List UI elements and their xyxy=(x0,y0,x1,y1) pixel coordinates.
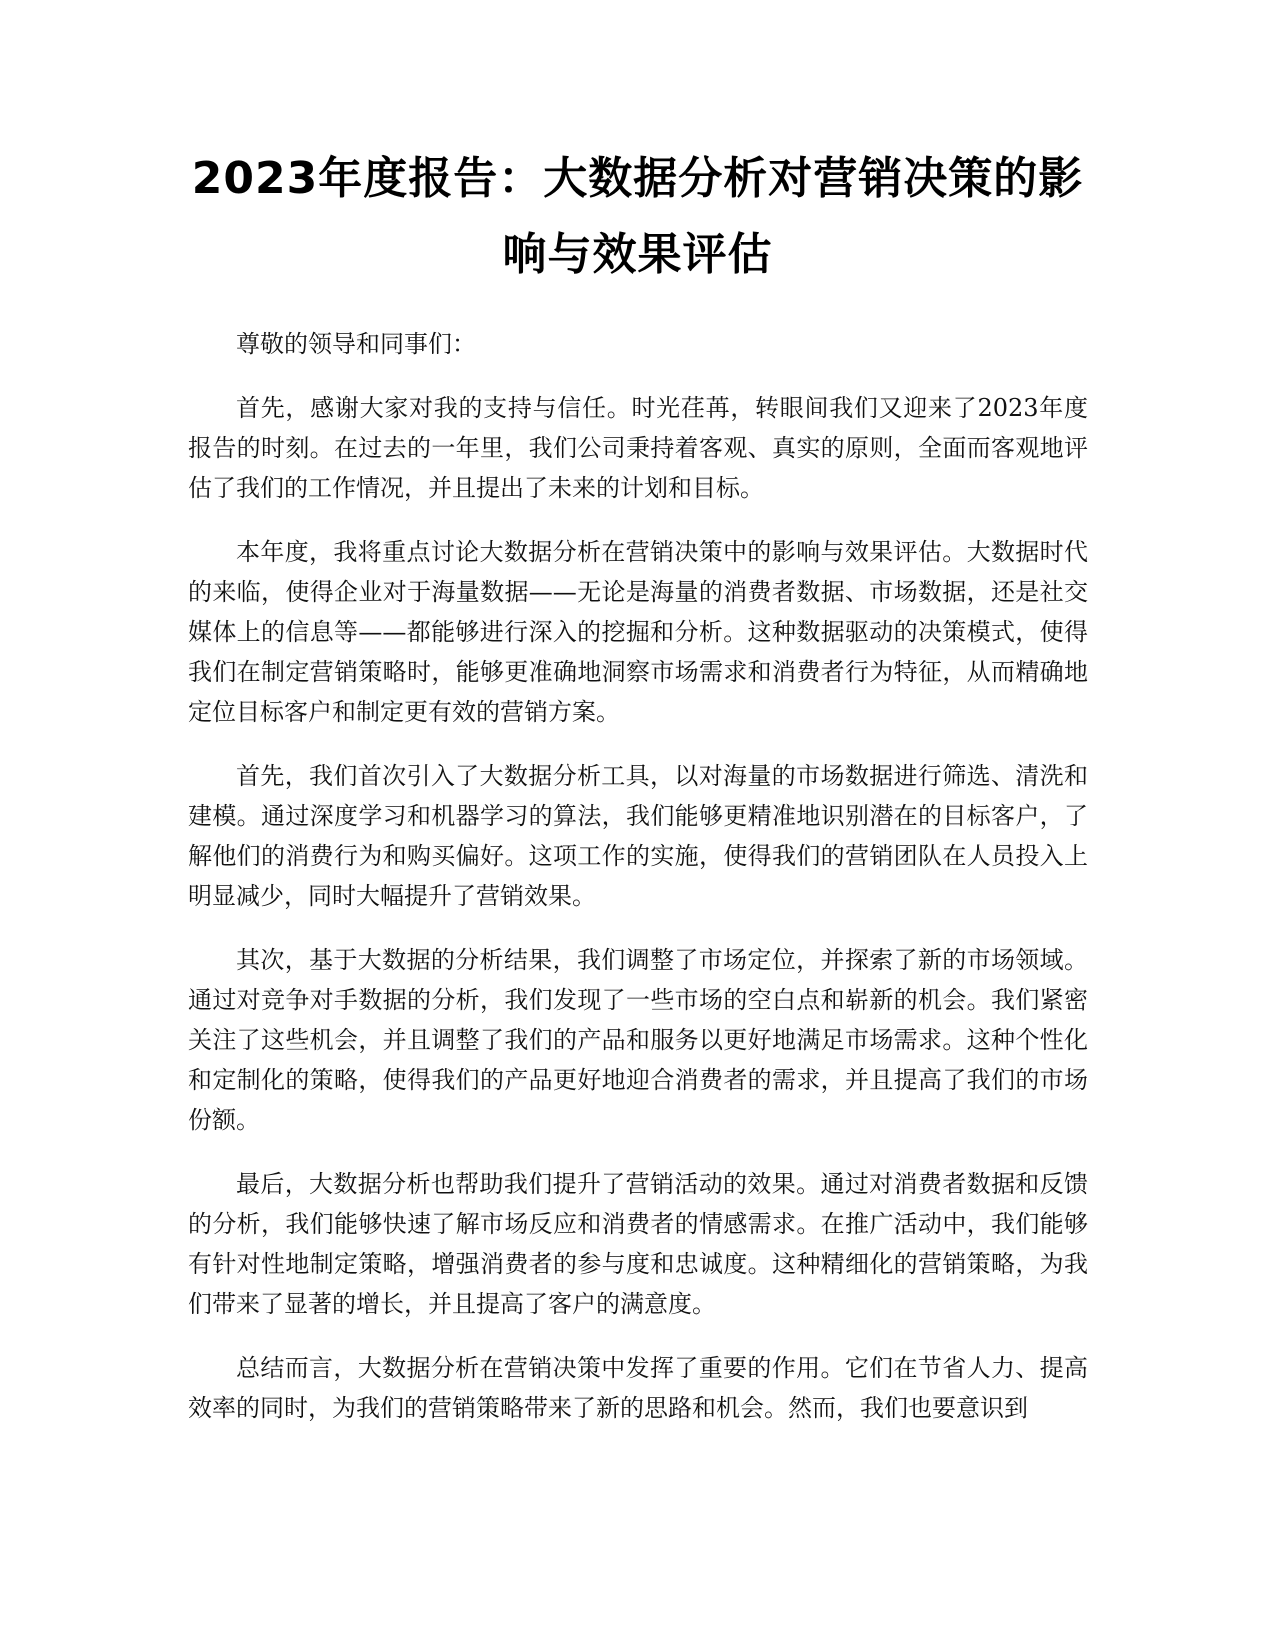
paragraph-greeting: 尊敬的领导和同事们： xyxy=(236,330,476,358)
paragraph: 首先，感谢大家对我的支持与信任。时光荏苒，转眼间我们又迎来了2023年度报告的时刻。在过去的一年里，我们公司秉持着客观、真实的原则，全面而客观地评估了我们的工作情况，并且提出了未来的计划和目标。 xyxy=(188,394,1088,502)
paragraph: 最后，大数据分析也帮助我们提升了营销活动的效果。通过对消费者数据和反馈的分析，我们能够快速了解市场反应和消费者的情感需求。在推广活动中，我们能够有针对性地制定策略，增强消费者的参与度和忠诚度。这种精细化的营销策略，为我们带来了显著的增长，并且提高了客户的满意度。 xyxy=(188,1170,1088,1318)
paragraph: 本年度，我将重点讨论大数据分析在营销决策中的影响与效果评估。大数据时代的来临，使得企业对于海量数据——无论是海量的消费者数据、市场数据，还是社交媒体上的信息等——都能够进行深入的挖掘和分析。这种数据驱动的决策模式，使得我们在制定营销策略时，能够更准确地洞察市场需求和消费者行为特征，从而精确地定位目标客户和制定更有效的营销方案。 xyxy=(188,538,1088,726)
paragraph: 总结而言，大数据分析在营销决策中发挥了重要的作用。它们在节省人力、提高效率的同时，为我们的营销策略带来了新的思路和机会。然而，我们也要意识到 xyxy=(188,1354,1088,1422)
document-title: 2023年度报告：大数据分析对营销决策的影响与效果评估 xyxy=(191,153,1084,280)
paragraph: 其次，基于大数据的分析结果，我们调整了市场定位，并探索了新的市场领域。通过对竞争对手数据的分析，我们发现了一些市场的空白点和崭新的机会。我们紧密关注了这些机会，并且调整了我们的产品和服务以更好地满足市场需求。这种个性化和定制化的策略，使得我们的产品更好地迎合消费者的需求，并且提高了我们的市场份额。 xyxy=(188,946,1088,1134)
document-body xyxy=(188,324,1088,1452)
paragraph: 首先，我们首次引入了大数据分析工具，以对海量的市场数据进行筛选、清洗和建模。通过深度学习和机器学习的算法，我们能够更精准地识别潜在的目标客户，了解他们的消费行为和购买偏好。这项工作的实施，使得我们的营销团队在人员投入上明显减少，同时大幅提升了营销效果。 xyxy=(188,762,1088,910)
